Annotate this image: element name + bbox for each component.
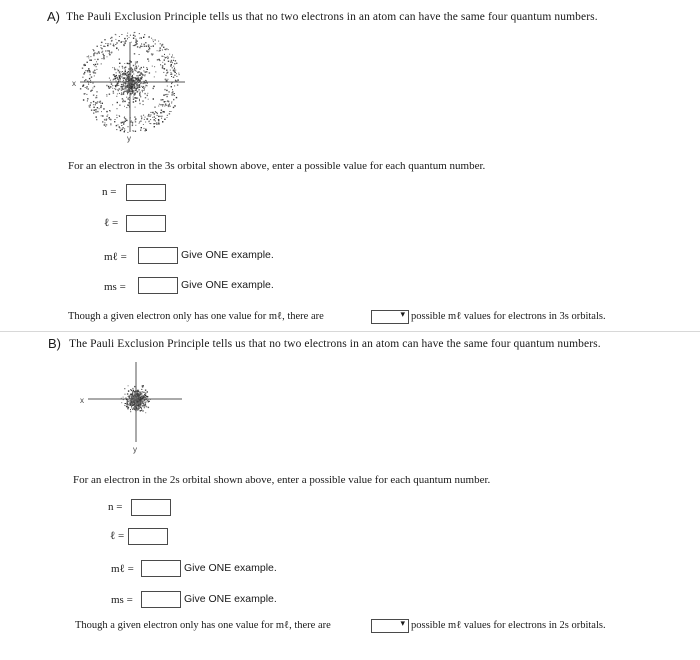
ml-count-dropdown[interactable] [371,310,409,324]
ms-example-hint: Give ONE example. [181,279,274,291]
y-axis-label: y [133,445,137,454]
l-label: ℓ = [110,530,125,542]
n-input[interactable] [126,184,166,201]
ms-label: ms = [104,281,126,293]
x-axis-label: x [80,396,84,405]
l-input[interactable] [128,528,168,545]
ml-count-dropdown[interactable] [371,619,409,633]
count-sentence-start: Though a given electron only has one value for mℓ, there are [68,311,324,322]
y-axis-label: y [127,134,131,143]
chevron-down-icon: ▾ [400,619,405,629]
l-label: ℓ = [104,217,119,229]
section-divider [0,331,700,332]
l-input[interactable] [126,215,166,232]
count-sentence-end: possible mℓ values for electrons in 2s orbitals. [411,620,606,631]
section-b-prompt: For an electron in the 2s orbital shown above, enter a possible value for each quantum number. [73,474,491,486]
x-axis-label: x [72,79,76,88]
ml-input[interactable] [141,560,181,577]
count-sentence-end: possible mℓ values for electrons in 3s orbitals. [411,311,606,322]
section-a-prompt: For an electron in the 3s orbital shown above, enter a possible value for each quantum number. [68,160,486,172]
ml-input[interactable] [138,247,178,264]
ms-input[interactable] [138,277,178,294]
section-a-letter: A) [47,9,60,24]
n-label: n = [102,186,117,198]
section-b-letter: B) [48,336,61,351]
ml-label: mℓ = [104,251,127,263]
ms-example-hint: Give ONE example. [184,593,277,605]
chevron-down-icon: ▾ [400,310,405,320]
section-a-header: The Pauli Exclusion Principle tells us that no two electrons in an atom can have the same four quantum numbers. [66,11,598,23]
n-label: n = [108,501,123,513]
ml-label: mℓ = [111,563,134,575]
n-input[interactable] [131,499,171,516]
ms-label: ms = [111,594,133,606]
ms-input[interactable] [141,591,181,608]
section-b-header: The Pauli Exclusion Principle tells us that no two electrons in an atom can have the same four quantum numbers. [69,338,601,350]
3s-orbital-diagram [72,40,190,143]
ml-example-hint: Give ONE example. [184,562,277,574]
count-sentence-start: Though a given electron only has one value for mℓ, there are [75,620,331,631]
ml-example-hint: Give ONE example. [181,249,274,261]
2s-orbital-diagram [80,362,188,454]
